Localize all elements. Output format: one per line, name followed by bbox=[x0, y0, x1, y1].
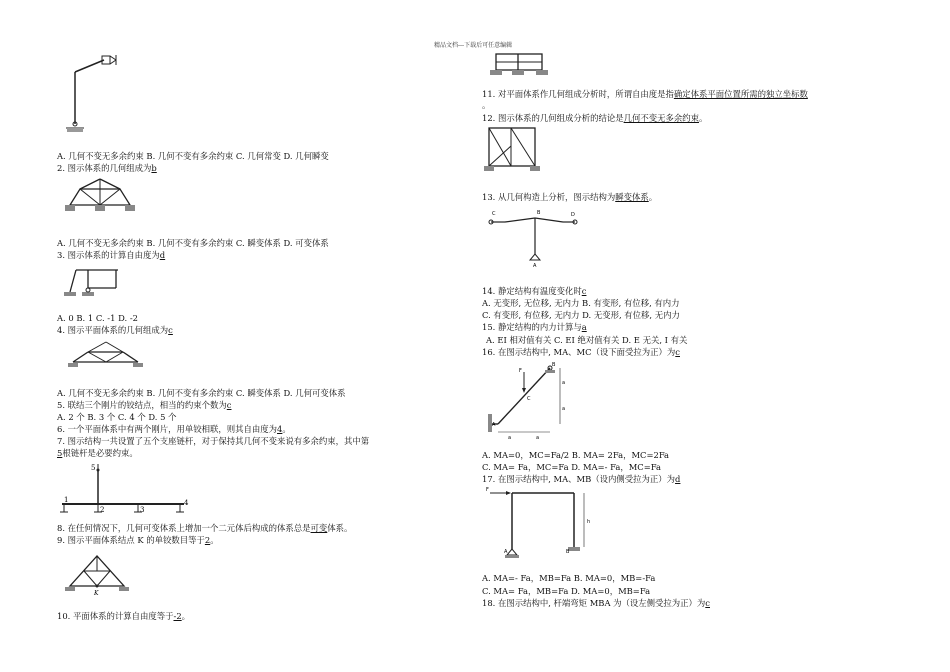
fig16-label-a2: a bbox=[536, 435, 540, 441]
q10-end: 。 bbox=[181, 611, 191, 621]
fig16-label-c: C bbox=[527, 396, 531, 402]
q5-stem: 5. 联结三个刚片的铰结点，相当的约束个数为 bbox=[57, 400, 227, 410]
fig16-label-f: F bbox=[519, 368, 522, 374]
q12-end: 。 bbox=[698, 113, 708, 123]
q9-stem: 9. 图示平面体系结点 K 的单铰数目等于 bbox=[57, 535, 205, 545]
q3-options: A. 0 B. 1 C. -1 D. -2 bbox=[57, 313, 138, 323]
q18 bbox=[482, 598, 710, 608]
q11-end: 。 bbox=[482, 100, 491, 110]
q17-options-1: A. MA=- Fa，MB=Fa B. MA=0，MB=-Fa bbox=[482, 573, 656, 583]
figure-q9 bbox=[64, 552, 134, 606]
q4-options: A. 几何不变无多余约束 B. 几何不变有多余约束 C. 瞬变体系 D. 几何可变体系 bbox=[57, 388, 346, 398]
q14-options-2: C. 有变形, 有位移, 无内力 D. 无变形, 有位移, 无内力 bbox=[482, 310, 680, 320]
q13 bbox=[482, 192, 657, 202]
fig17-label-b: B bbox=[566, 549, 570, 555]
q16 bbox=[482, 347, 680, 357]
figure-q12 bbox=[483, 124, 543, 182]
q2-stem: 2. 图示体系的几何组成为 bbox=[57, 163, 152, 173]
truss-diagram-12 bbox=[483, 124, 543, 178]
figure-q7 bbox=[58, 462, 193, 526]
fig13-label-a: A bbox=[533, 263, 537, 269]
truss-diagram-2 bbox=[60, 175, 140, 219]
q3 bbox=[57, 250, 165, 260]
fig16-label-a: A bbox=[492, 422, 496, 428]
portal-frame-diagram-17 bbox=[484, 487, 594, 565]
fig16-label-b: B bbox=[552, 362, 556, 368]
q5 bbox=[57, 400, 231, 410]
q8 bbox=[57, 523, 352, 533]
q15-stem: 15. 静定结构的内力计算与 bbox=[482, 322, 582, 332]
q7-line1: 7. 图示结构一共设置了五个支座链杆，对于保持其几何不变来说有多余约束，其中第 bbox=[57, 436, 370, 446]
figure-q1 bbox=[62, 52, 132, 138]
q14 bbox=[482, 286, 586, 296]
q16-answer: c bbox=[675, 347, 680, 357]
q17-options-2: C. MA= Fa，MB=Fa D. MA=0，MB=Fa bbox=[482, 586, 651, 596]
truss-diagram-4 bbox=[68, 338, 148, 374]
q12-stem: 12. 图示体系的几何组成分析的结论是 bbox=[482, 113, 624, 123]
q16-options-2: C. MA= Fa，MC=Fa D. MA=- Fa，MC=Fa bbox=[482, 462, 661, 472]
frame-diagram-10 bbox=[488, 50, 550, 80]
q3-answer: d bbox=[159, 250, 166, 260]
q7-line2 bbox=[57, 448, 138, 458]
frame-diagram-13 bbox=[483, 204, 583, 268]
q7-answer: 5 bbox=[57, 448, 63, 458]
figure-q10 bbox=[488, 50, 550, 84]
fig13-label-c: C bbox=[492, 211, 496, 217]
q15 bbox=[482, 322, 587, 332]
figure-q2 bbox=[60, 175, 140, 223]
fig9-label-k: K bbox=[94, 590, 99, 597]
q17-stem: 17. 在图示结构中, MA、MB（设内侧受拉为正）为 bbox=[482, 474, 676, 484]
fig17-label-a: A bbox=[504, 549, 508, 555]
fig7-label-5: 5 bbox=[91, 464, 96, 472]
fig7-label-3: 3 bbox=[140, 506, 145, 514]
truss-diagram-9 bbox=[64, 552, 134, 602]
structure-diagram-1 bbox=[62, 52, 132, 134]
q6-end: 。 bbox=[282, 424, 291, 434]
q14-answer: c bbox=[581, 286, 587, 296]
q12 bbox=[482, 113, 707, 123]
q6-stem: 6. 一个平面体系中有两个刚片，用单铰相联，则其自由度为 bbox=[57, 424, 278, 434]
beam-diagram-7 bbox=[58, 462, 193, 522]
q10 bbox=[57, 611, 190, 621]
q12-answer: 几何不变无多余约束 bbox=[623, 113, 699, 123]
q2-answer: b bbox=[151, 163, 157, 173]
fig17-label-h: h bbox=[587, 519, 591, 525]
fig17-label-f: F bbox=[486, 487, 489, 493]
q2 bbox=[57, 163, 157, 173]
q3-stem: 3. 图示体系的计算自由度为 bbox=[57, 250, 160, 260]
q4-stem: 4. 图示平面体系的几何组成为 bbox=[57, 325, 169, 335]
q10-stem: 10. 平面体系的计算自由度等于 bbox=[57, 611, 174, 621]
q16-options-1: A. MA=0，MC=Fa/2 B. MA= 2Fa，MC=2Fa bbox=[482, 450, 670, 460]
fig7-label-4: 4 bbox=[184, 499, 189, 507]
q18-stem: 18. 在图示结构中, 杆端弯矩 MBA 为（设左侧受拉为正）为 bbox=[482, 598, 706, 608]
q8-end: 体系。 bbox=[327, 523, 353, 533]
q14-options-1: A. 无变形, 无位移, 无内力 B. 有变形, 有位移, 有内力 bbox=[482, 298, 680, 308]
q4-answer: c bbox=[168, 325, 173, 335]
q11-answer: 确定体系平面位置所需的独立坐标数 bbox=[673, 89, 808, 99]
q11 bbox=[482, 89, 808, 99]
q17-answer: d bbox=[675, 474, 681, 484]
fig16-label-a1: a bbox=[508, 435, 512, 441]
q5-options: A. 2 个 B. 3 个 C. 4 个 D. 5 个 bbox=[57, 412, 177, 422]
q15-options: A. EI 相对值有关 C. EI 绝对值有关 D. E 无关, I 有关 bbox=[486, 335, 688, 345]
page-header: 精品文档---下载后可任意编辑 bbox=[434, 42, 513, 49]
fig7-label-2: 2 bbox=[100, 506, 105, 514]
q11-stem: 11. 对平面体系作几何组成分析时，所谓自由度是指 bbox=[482, 89, 674, 99]
fig16-label-a4: a bbox=[562, 406, 566, 412]
figure-q3 bbox=[60, 262, 130, 310]
q9-answer: 2 bbox=[204, 535, 211, 545]
frame-diagram-3 bbox=[60, 262, 130, 306]
q5-answer: c bbox=[226, 400, 232, 410]
figure-q13 bbox=[483, 204, 583, 272]
q6-answer: 4 bbox=[277, 424, 283, 434]
q1-options: A. 几何不变无多余约束 B. 几何不变有多余约束 C. 几何常变 D. 几何瞬变 bbox=[57, 151, 329, 161]
q13-stem: 13. 从几何构造上分析，图示结构为 bbox=[482, 192, 616, 202]
q10-answer: -2 bbox=[173, 611, 182, 621]
q13-answer: 瞬变体系 bbox=[615, 192, 649, 202]
q15-answer: a bbox=[581, 322, 587, 332]
q8-answer: 可变 bbox=[310, 523, 328, 533]
q7-end: 根链杆是必要约束。 bbox=[62, 448, 138, 458]
q16-stem: 16. 在图示结构中, MA、MC（设下面受拉为正）为 bbox=[482, 347, 676, 357]
q17 bbox=[482, 474, 680, 484]
q6 bbox=[57, 424, 291, 434]
q9-end: 。 bbox=[210, 535, 219, 545]
fig7-label-1: 1 bbox=[64, 496, 69, 504]
figure-q16 bbox=[484, 360, 584, 448]
q13-end: 。 bbox=[648, 192, 658, 202]
q9 bbox=[57, 535, 219, 545]
figure-q17 bbox=[484, 487, 594, 569]
fig16-label-a3: a bbox=[562, 380, 566, 386]
q18-answer: c bbox=[705, 598, 710, 608]
fig13-label-d: D bbox=[571, 212, 575, 218]
q4 bbox=[57, 325, 173, 335]
q8-stem: 8. 在任何情况下，几何可变体系上增加一个二元体后构成的体系总是 bbox=[57, 523, 311, 533]
q14-stem: 14. 静定结构有温度变化时 bbox=[482, 286, 582, 296]
figure-q4 bbox=[68, 338, 148, 378]
q2-options: A. 几何不变无多余约束 B. 几何不变有多余约束 C. 瞬变体系 D. 可变体系 bbox=[57, 238, 329, 248]
fig13-label-b: B bbox=[537, 210, 541, 216]
inclined-beam-diagram-16 bbox=[484, 360, 584, 444]
